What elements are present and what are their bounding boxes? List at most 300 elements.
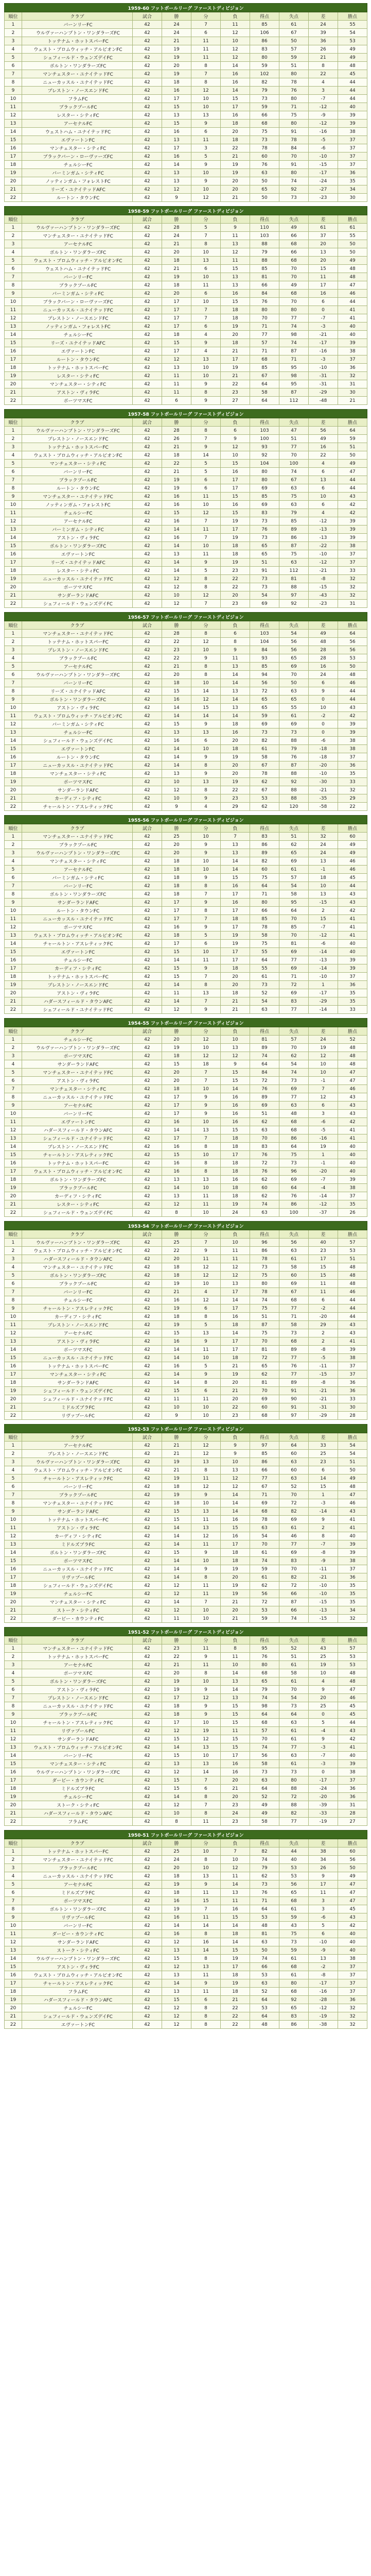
stat-cell: -20 (309, 1793, 338, 1801)
stat-cell: -23 (309, 194, 338, 202)
stat-cell: 54 (279, 630, 309, 638)
table-row (5, 1848, 367, 1856)
stat-cell: 42 (133, 671, 162, 679)
position-cell: 3 (5, 1864, 22, 1872)
stat-cell: 8 (191, 1167, 221, 1176)
position-cell: 1 (5, 1442, 22, 1450)
stat-cell: 6 (191, 323, 221, 331)
stat-cell: 70 (250, 1387, 279, 1395)
stat-cell: 42 (133, 232, 162, 240)
stat-cell: 18 (162, 1710, 191, 1719)
stat-cell: 71 (279, 973, 309, 981)
stat-cell: 95 (279, 899, 309, 907)
stat-cell: 10 (191, 1557, 221, 1565)
stat-cell: 13 (191, 1126, 221, 1134)
position-cell: 21 (5, 1809, 22, 1818)
table-row (5, 1818, 367, 1826)
stat-cell: 13 (221, 281, 250, 290)
stat-cell: 16 (221, 1905, 250, 1913)
stat-cell: 79 (250, 248, 279, 257)
table-row (5, 833, 367, 841)
stat-cell: 43 (338, 1101, 367, 1110)
stat-cell: 69 (250, 1395, 279, 1403)
stat-cell: -14 (309, 964, 338, 973)
stat-cell: 42 (133, 1304, 162, 1313)
stat-cell: 53 (250, 794, 279, 803)
stat-cell: 16 (162, 517, 191, 526)
season-title: 1958-59 フットボールリーグ ファーストディビジョン (5, 207, 367, 215)
stat-cell: 17 (221, 1540, 250, 1549)
stat-cell: 14 (162, 1793, 191, 1801)
position-cell: 20 (5, 786, 22, 794)
position-cell: 21 (5, 591, 22, 600)
position-cell: 5 (5, 1069, 22, 1077)
club-cell: プレストン・ノースエンドFC (22, 1143, 133, 1151)
stat-cell: 42 (133, 638, 162, 646)
stat-cell: 82 (250, 857, 279, 866)
stat-cell: 42 (133, 882, 162, 890)
stat-cell: 42 (133, 1126, 162, 1134)
stat-cell: 70 (279, 298, 309, 306)
column-header: 得点 (250, 1230, 279, 1239)
stat-cell: 8 (191, 671, 221, 679)
position-cell: 11 (5, 1524, 22, 1532)
stat-cell: 40 (338, 1532, 367, 1540)
stat-cell: 17 (221, 923, 250, 931)
stat-cell: 63 (250, 1006, 279, 1014)
stat-cell: 74 (250, 1296, 279, 1304)
stat-cell: 18 (221, 1988, 250, 1996)
standings-table (4, 1830, 367, 2029)
stat-cell: 52 (250, 1793, 279, 1801)
stat-cell: 6 (221, 630, 250, 638)
stat-cell: 7 (191, 600, 221, 608)
stat-cell: 19 (162, 1475, 191, 1483)
club-cell: マンチェスター・ユナイテッドFC (22, 833, 133, 841)
stat-cell: 10 (191, 1151, 221, 1159)
stat-cell: 42 (133, 1403, 162, 1412)
stat-cell: 15 (309, 1272, 338, 1280)
column-header: 差 (309, 418, 338, 427)
stat-cell: 15 (221, 493, 250, 501)
stat-cell: 19 (162, 54, 191, 62)
stat-cell: 15 (221, 1743, 250, 1752)
stat-cell: 15 (162, 103, 191, 111)
table-row (5, 161, 367, 169)
stat-cell: 8 (191, 388, 221, 397)
position-cell: 7 (5, 1897, 22, 1905)
stat-cell: 78 (250, 144, 279, 152)
stat-cell: 3 (309, 1110, 338, 1118)
stat-cell: 13 (191, 1963, 221, 1971)
column-header: クラブ (22, 12, 133, 21)
club-cell: アーセナルFC (22, 866, 133, 874)
stat-cell: 74 (279, 177, 309, 185)
position-cell: 20 (5, 1395, 22, 1403)
stat-cell: 68 (279, 1988, 309, 1996)
stat-cell: 83 (250, 1143, 279, 1151)
club-cell: マンチェスター・シティFC (22, 380, 133, 388)
club-cell: ニューカッスル・ユナイテッドFC (22, 1702, 133, 1710)
stat-cell: 54 (279, 1060, 309, 1069)
table-row (5, 194, 367, 202)
stat-cell: 42 (133, 1532, 162, 1540)
table-row (5, 273, 367, 281)
position-cell: 18 (5, 973, 22, 981)
stat-cell: 13 (221, 704, 250, 712)
stat-cell: 86 (250, 37, 279, 45)
stat-cell: 6 (309, 501, 338, 509)
club-cell: マンチェスター・ユナイテッドFC (22, 232, 133, 240)
stat-cell: 42 (133, 1661, 162, 1669)
stat-cell: 89 (279, 1379, 309, 1387)
stat-cell: 18 (162, 1499, 191, 1507)
table-row (5, 257, 367, 265)
stat-cell: 37 (338, 1963, 367, 1971)
position-cell: 19 (5, 1590, 22, 1598)
stat-cell: 42 (133, 931, 162, 940)
club-cell: アストン・ヴィラFC (22, 534, 133, 542)
stat-cell: 27 (338, 1818, 367, 1826)
stat-cell: 77 (279, 443, 309, 451)
stat-cell: 15 (309, 265, 338, 273)
stat-cell: 49 (279, 224, 309, 232)
stat-cell: 62 (250, 1872, 279, 1880)
stat-cell: 23 (162, 646, 191, 654)
stat-cell: 104 (250, 638, 279, 646)
stat-cell: 21 (162, 1442, 191, 1450)
stat-cell: 13 (191, 1524, 221, 1532)
stat-cell: 12 (162, 1200, 191, 1209)
table-row (5, 1913, 367, 1922)
stat-cell: 42 (133, 435, 162, 443)
stat-cell: 23 (221, 1412, 250, 1420)
table-row (5, 111, 367, 120)
stat-cell: 120 (279, 803, 309, 811)
stat-cell: 50 (338, 248, 367, 257)
stat-cell: 40 (338, 331, 367, 339)
stat-cell: 17 (221, 956, 250, 964)
stat-cell: 17 (309, 1880, 338, 1889)
stat-cell: 18 (221, 1930, 250, 1938)
table-row (5, 339, 367, 347)
table-row (5, 663, 367, 671)
stat-cell: 13 (191, 778, 221, 786)
stat-cell: 14 (162, 1557, 191, 1565)
stat-cell: 44 (338, 484, 367, 493)
stat-cell: 61 (279, 866, 309, 874)
stat-cell: 68 (279, 240, 309, 248)
stat-cell: 32 (338, 575, 367, 583)
stat-cell: 38 (338, 1184, 367, 1192)
table-row (5, 866, 367, 874)
stat-cell: 35 (338, 770, 367, 778)
stat-cell: 42 (133, 630, 162, 638)
club-cell: チェルシーFC (22, 161, 133, 169)
stat-cell: 42 (133, 761, 162, 770)
stat-cell: 49 (338, 849, 367, 857)
stat-cell: 80 (250, 476, 279, 484)
column-header: 試合 (133, 1839, 162, 1848)
stat-cell: 42 (133, 372, 162, 380)
stat-cell: 7 (221, 1848, 250, 1856)
stat-cell: 9 (162, 194, 191, 202)
stat-cell: 65 (250, 704, 279, 712)
club-cell: ニューカッスル・ユナイテッドFC (22, 915, 133, 923)
club-cell: ダービー・カウンティFC (22, 1615, 133, 1623)
stat-cell: 41 (338, 931, 367, 940)
stat-cell: 59 (279, 1913, 309, 1922)
club-cell: ボルトン・ワンダラーズFC (22, 1677, 133, 1686)
stat-cell: 7 (191, 1134, 221, 1143)
stat-cell: 82 (250, 78, 279, 87)
position-cell: 14 (5, 940, 22, 948)
stat-cell: 12 (162, 2004, 191, 2012)
stat-cell: -19 (309, 1818, 338, 1826)
stat-cell: 20 (162, 671, 191, 679)
stat-cell: 42 (133, 339, 162, 347)
stat-cell: 12 (191, 1694, 221, 1702)
stat-cell: 57 (250, 1727, 279, 1735)
stat-cell: 52 (338, 1036, 367, 1044)
stat-cell: 80 (250, 468, 279, 476)
stat-cell: 19 (221, 323, 250, 331)
column-header: 勝 (162, 215, 191, 224)
stat-cell: 17 (162, 95, 191, 103)
club-cell: レスター・シティFC (22, 372, 133, 380)
club-cell: マンチェスター・ユナイテッドFC (22, 1856, 133, 1864)
stat-cell: 16 (309, 290, 338, 298)
stat-cell: 16 (162, 501, 191, 509)
stat-cell: 19 (221, 1200, 250, 1209)
stat-cell: 9 (191, 177, 221, 185)
stat-cell: 20 (162, 849, 191, 857)
stat-cell: 22 (309, 70, 338, 78)
club-cell: マンチェスター・シティFC (22, 1598, 133, 1606)
stat-cell: 42 (133, 1192, 162, 1200)
stat-cell: -14 (309, 1507, 338, 1516)
position-cell: 7 (5, 679, 22, 687)
club-cell: ボルトン・ワンダラーズFC (22, 1176, 133, 1184)
column-header: 負 (221, 418, 250, 427)
club-cell: フラムFC (22, 95, 133, 103)
column-header: 勝 (162, 418, 191, 427)
stat-cell: 68 (279, 1337, 309, 1346)
stat-cell: 53 (338, 1661, 367, 1669)
stat-cell: -12 (309, 2004, 338, 2012)
table-row (5, 712, 367, 720)
stat-cell: 7 (191, 1776, 221, 1785)
stat-cell: 6 (191, 1387, 221, 1395)
stat-cell: 70 (279, 265, 309, 273)
table-row (5, 558, 367, 567)
stat-cell: -12 (309, 558, 338, 567)
stat-cell: 42 (133, 1362, 162, 1370)
position-cell: 18 (5, 1988, 22, 1996)
stat-cell: 15 (221, 1735, 250, 1743)
stat-cell: 15 (191, 704, 221, 712)
stat-cell: 20 (221, 185, 250, 194)
stat-cell: 40 (338, 103, 367, 111)
stat-cell: 5 (191, 567, 221, 575)
stat-cell: 32 (338, 2021, 367, 2029)
stat-cell: 13 (191, 111, 221, 120)
stat-cell: 51 (338, 1458, 367, 1466)
stat-cell: 42 (133, 1475, 162, 1483)
position-cell: 16 (5, 144, 22, 152)
club-cell: リーズ・ユナイテッドAFC (22, 339, 133, 347)
stat-cell: 6 (191, 128, 221, 136)
stat-cell: 46 (338, 1288, 367, 1296)
stat-cell: 64 (279, 1710, 309, 1719)
stat-cell: 69 (250, 1101, 279, 1110)
stat-cell: 12 (162, 786, 191, 794)
stat-cell: 42 (133, 1412, 162, 1420)
table-row (5, 1184, 367, 1192)
stat-cell: 57 (279, 1036, 309, 1044)
stat-cell: 74 (279, 468, 309, 476)
stat-cell: 50 (279, 679, 309, 687)
stat-cell: 39 (338, 956, 367, 964)
position-cell: 5 (5, 257, 22, 265)
stat-cell: 98 (250, 1702, 279, 1710)
column-header: 分 (191, 1636, 221, 1645)
standings-table (4, 612, 367, 811)
stat-cell: 63 (250, 1126, 279, 1134)
club-cell: エヴァートンFC (22, 948, 133, 956)
stat-cell: 42 (133, 144, 162, 152)
stat-cell: 42 (133, 720, 162, 728)
stat-cell: 38 (338, 1768, 367, 1776)
table-row (5, 1044, 367, 1052)
stat-cell: 12 (162, 1606, 191, 1615)
stat-cell: 16 (162, 1296, 191, 1304)
stat-cell: 4 (191, 803, 221, 811)
club-cell: エヴァートンFC (22, 550, 133, 558)
table-row (5, 874, 367, 882)
stat-cell: 65 (279, 696, 309, 704)
stat-cell: 12 (162, 1727, 191, 1735)
table-row (5, 248, 367, 257)
stat-cell: 63 (279, 501, 309, 509)
stat-cell: 9 (221, 435, 250, 443)
stat-cell: 15 (162, 1735, 191, 1743)
stat-cell: 42 (133, 956, 162, 964)
stat-cell: 22 (221, 144, 250, 152)
stat-cell: 73 (279, 1077, 309, 1085)
stat-cell: 9 (191, 1110, 221, 1118)
stat-cell: 7 (191, 1069, 221, 1077)
stat-cell: 16 (162, 737, 191, 745)
stat-cell: 16 (162, 1362, 191, 1370)
club-cell: ボルトン・ワンダラーズFC (22, 696, 133, 704)
stat-cell: 46 (338, 679, 367, 687)
stat-cell: 39 (338, 728, 367, 737)
stat-cell: 58 (250, 388, 279, 397)
stat-cell: 9 (191, 874, 221, 882)
stat-cell: -16 (309, 128, 338, 136)
table-row (5, 583, 367, 591)
stat-cell: 42 (133, 1785, 162, 1793)
column-header: 勝点 (338, 215, 367, 224)
position-cell: 12 (5, 923, 22, 931)
stat-cell: 75 (250, 874, 279, 882)
column-header: 試合 (133, 621, 162, 630)
club-cell: ウルヴァーハンプトン・ワンダラーズFC (22, 29, 133, 37)
position-cell: 1 (5, 1645, 22, 1653)
stat-cell: 51 (338, 1255, 367, 1263)
stat-cell: 15 (221, 1719, 250, 1727)
stat-cell: 42 (133, 45, 162, 54)
stat-cell: -11 (309, 1565, 338, 1573)
stat-cell: 13 (162, 1192, 191, 1200)
column-header: 差 (309, 1839, 338, 1848)
stat-cell: 14 (221, 1491, 250, 1499)
stat-cell: 49 (338, 1475, 367, 1483)
stat-cell: 24 (309, 671, 338, 679)
column-header: 分 (191, 621, 221, 630)
table-row (5, 1606, 367, 1615)
stat-cell: 64 (250, 2012, 279, 2021)
table-row (5, 728, 367, 737)
table-row (5, 103, 367, 111)
stat-cell: 102 (250, 70, 279, 78)
stat-cell: 42 (133, 1996, 162, 2004)
stat-cell: -33 (309, 1809, 338, 1818)
stat-cell: 42 (133, 866, 162, 874)
table-row (5, 778, 367, 786)
stat-cell: 62 (250, 1370, 279, 1379)
stat-cell: 15 (221, 1913, 250, 1922)
stat-cell: 60 (279, 1450, 309, 1458)
club-cell: エヴァートンFC (22, 347, 133, 355)
position-cell: 12 (5, 720, 22, 728)
table-row (5, 1093, 367, 1101)
club-cell: バーンリーFC (22, 1110, 133, 1118)
stat-cell: 41 (338, 306, 367, 314)
stat-cell: 77 (279, 1370, 309, 1379)
table-row (5, 1313, 367, 1321)
stat-cell: 57 (279, 874, 309, 882)
stat-cell: 9 (221, 1450, 250, 1458)
column-header: 負 (221, 621, 250, 630)
stat-cell: 42 (133, 542, 162, 550)
stat-cell: -2 (309, 1963, 338, 1971)
stat-cell: 62 (279, 1052, 309, 1060)
stat-cell: 75 (279, 111, 309, 120)
stat-cell: 43 (309, 1645, 338, 1653)
stat-cell: -15 (309, 583, 338, 591)
stat-cell: 7 (191, 21, 221, 29)
club-cell: ミドルズブラFC (22, 1403, 133, 1412)
stat-cell: 74 (250, 1557, 279, 1565)
stat-cell: 110 (250, 224, 279, 232)
position-cell: 11 (5, 915, 22, 923)
stat-cell: 15 (221, 1946, 250, 1955)
stat-cell: 14 (221, 1880, 250, 1889)
table-row (5, 1200, 367, 1209)
club-cell: アーセナルFC (22, 1329, 133, 1337)
table-row (5, 1085, 367, 1093)
stat-cell: 54 (250, 1532, 279, 1540)
club-cell: ポーツマスFC (22, 583, 133, 591)
stat-cell: 16 (162, 128, 191, 136)
stat-cell: 12 (162, 583, 191, 591)
table-row (5, 794, 367, 803)
club-cell: ブラックバーン・ローヴァーズFC (22, 152, 133, 161)
stat-cell: 100 (279, 460, 309, 468)
stat-cell: 38 (338, 1955, 367, 1963)
